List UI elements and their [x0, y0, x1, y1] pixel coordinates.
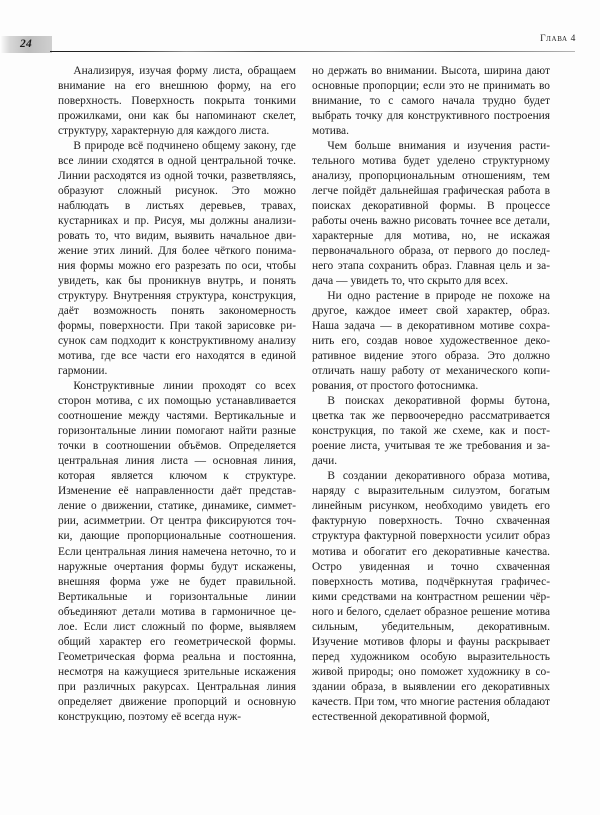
running-head	[0, 36, 600, 56]
header-rule	[50, 51, 575, 52]
paragraph: В природе всё подчинено общему закону, где все линии сходятся в одной центральной точке. Линии расходятся из одной точки, разветвляясь, образуют сложный рисунок. Это можно наблюдать в листьях деревьев, травах, кустарниках и пр. Рисуя, мы должны анализировать то, что видим, выявить начальное движение этих линий. Для более чёткого понимания формы можно его разрезать по оси, чтобы увидеть, как бы проникнув внутрь, и понять структуру. Внутренняя структура, конструкция, даёт возможность понять закономерность формы, поверхности. При такой зарисовке рисунок сам подходит к конструктивному анализу мотива, где все части его находятся в единой гармонии.	[58, 140, 296, 378]
page-number: 24	[19, 38, 33, 50]
paragraph: В поисках декоративной формы бутона, цветка так же первоочередно рассматривается конструкция, по такой же схеме, как и построение листа, учитывая те же требования и задачи.	[312, 395, 550, 468]
paragraph: В создании декоративного образа мотива, наряду с выразительным силуэтом, богатым линейным рисунком, необходимо увидеть его фактурную поверхность. Точно схваченная структура фактурной поверхности усилит образ мотива и обогатит его декоративные качества. Остро увиденная и точно схваченная поверхность мотива, подчёркнутая графическими средствами на контрастном решении чёрного и белого, сделает образное решение мотива сильным, убедительным, декоративным. Изучение мотивов флоры и фауны раскрывает перед художником особую выразительность живой природы; оно поможет художнику в создании образа, в выявлении его декоративных качеств. При том, что многие растения обладают естественной декоративной формой,	[312, 470, 550, 723]
chapter-label: Глава 4	[540, 34, 576, 44]
paragraph: Анализируя, изучая форму листа, обращаем внимание на его внешнюю форму, на его поверхность. Поверхность покрыта тонкими прожилками, они как бы напоминают скелет, структуру, характерную для каждого листа.	[58, 65, 296, 138]
paragraph: Чем больше внимания и изучения растительного мотива будет уделено структурному анализу, пропорциональным отношениям, тем легче пойдёт дальнейшая графическая работа в поисках декоративной формы. В процессе работы очень важно рисовать точнее все детали, характерные для мотива, но, не искажая первоначального образа, от первого до последнего этапа сохранить образ. Главная цель и задача — увидеть то, что скрыто для всех.	[312, 140, 550, 288]
paragraph: Ни одно растение в природе не похоже на другое, каждое имеет свой характер, образ. Наша задача — в декоративном мотиве сохранить его, создав новое художественное декоративное видение этого образа. Это должно отличать нашу работу от механического копирования, от простого фотоснимка.	[312, 290, 550, 393]
column-left	[58, 64, 296, 725]
paragraph: Конструктивные линии проходят со всех сторон мотива, с их помощью устанавливается соотношение между частями. Вертикальные и горизонтальные линии помогают найти разные точки в соотношении объёмов. Определяется центральная линия листа — основная линия, которая является ключом к структуре. Изменение её направленности даёт представление о движении, статике, динамике, симметрии, асимметрии. От центра фиксируются точки, дающие пропорциональные соотношения. Если центральная линия намечена неточно, то и наружные очертания формы будут искажены, внешняя форма уже не будет правильной. Вертикальные и горизонтальные линии объединяют детали мотива в гармоничное целое. Если лист сложный по форме, выявляем общий характер его геометрической формы. Геометрическая форма реальна и постоянна, несмотря на кажущиеся зрительные искажения при различных ракурсах. Центральная линия определяет движение пропорций и основную конструкцию, поэтому её всегда нуж-	[58, 380, 296, 723]
column-right	[312, 64, 550, 725]
paragraph: но держать во внимании. Высота, ширина дают основные пропорции; если это не принимать во внимание, то с самого начала трудно будет выбрать точку для конструктивного построения мотива.	[312, 65, 550, 138]
